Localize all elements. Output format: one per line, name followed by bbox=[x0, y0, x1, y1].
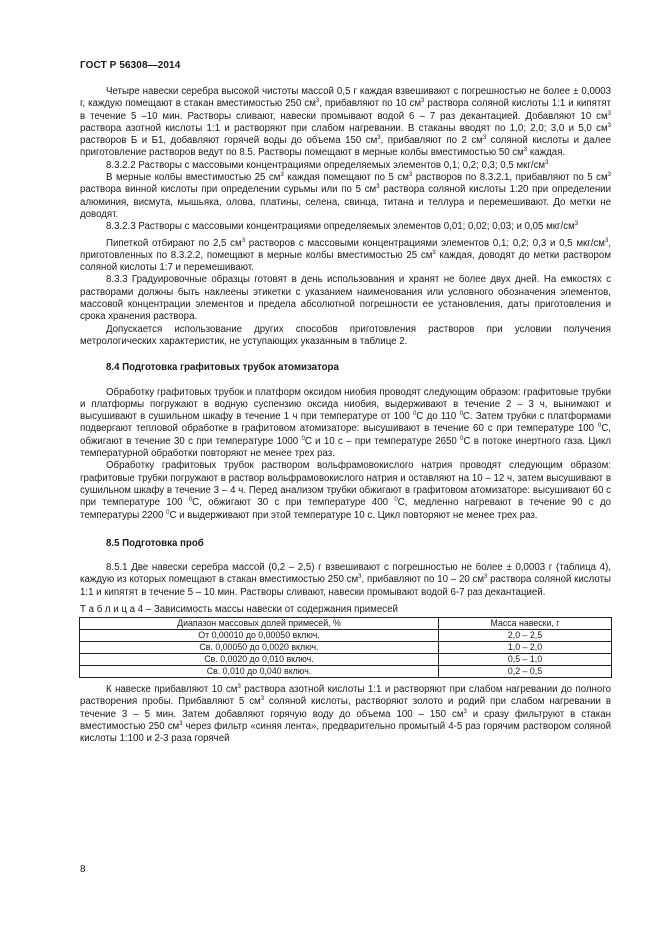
paragraph: Пипеткой отбирают по 2,5 $см^3$ растворов с массовыми концентрациями элементов 0,1; 0,2; 0,3 и 0,5 мкг/$см^3$, приготовленных по 8.3.2.2, помещают в мерные колбы вместимостью 25 $см^3$ каждая, доводят до метки раствором соляной кислоты 1:7 и перемешивают. bbox=[80, 237, 611, 274]
paragraph: 8.5.1 Две навески серебра массой (0,2 – 2,5) г взвешивают с погрешностью не более ± 0,0003 г (таблица 4), каждую из которых помещают в стакан вместимостью 250 $см^3$, прибавляют по 10 – 20 $см^3$ раствора соляной кислоты 1:1 и кипятят в течение 5 – 10 мин. Растворы сливают, навески промывают водой 6-7 раз декантацией. bbox=[80, 562, 611, 598]
table-4 bbox=[79, 617, 612, 678]
section-heading: 8.4 Подготовка графитовых трубок атомизатора bbox=[106, 362, 339, 374]
table-cell: Св. 0,0020 до 0,010 включ. bbox=[80, 653, 439, 665]
column-header: Масса навески, г bbox=[439, 617, 612, 629]
paragraph: В мерные колбы вместимостью 25 $см^3$ каждая помещают по 5 $см^3$ растворов по 8.3.2.1, прибавляют по 5 $см^3$ раствора винной кислоты при определении сурьмы или по 5 $см^3$ раствора соляной кислоты 1:20 при определении алюминия, висмута, мышьяка, олова, платины, селена, свинца, титана и теллура и перемешивают. До метки не доводят. bbox=[80, 172, 611, 220]
table-cell: Св. 0,010 до 0,040 включ. bbox=[80, 665, 439, 677]
table-cell: От 0,00010 до 0,00050 включ. bbox=[80, 629, 439, 641]
paragraph: Четыре навески серебра высокой чистоты массой 0,5 г каждая взвешивают с погрешностью не более ± 0,0003 г, каждую помещают в стакан вместимостью 250 $см^3$, прибавляют по 10 $см^3$ раствора соляной кислоты 1:1 и кипятят в течение 5 –10 мин. Растворы сливают, навески промывают водой 6 – 7 раз декантацией. Добавляют 10 $см^3$ раствора азотной кислоты 1:1 и растворяют при слабом нагревании. В стаканы вводят по 1,0; 2,0; 3,0 и 5,0 $см^3$ растворов Б и Б1, добавляют горячей воды до объема 150 $см^3$, прибавляют по 2 $см^3$ соляной кислоты и далее приготовление растворов ведут по 8.5. Растворы помещают в мерные колбы вместимостью 50 $см^3$ каждая. bbox=[80, 86, 611, 159]
page-number: 8 bbox=[80, 864, 86, 875]
paragraph: 8.3.3 Градуировочные образцы готовят в день использования и хранят не более двух дней. На емкостях с растворами должны быть наклеены этикетки с указанием наименования или условного обозначения элементов, массовой концентрации элементов и предела абсолютной погрешности ее установления, даты приготовления и срока хранения раствора. bbox=[80, 274, 611, 323]
section-heading: 8.5 Подготовка проб bbox=[106, 537, 204, 549]
table-row bbox=[80, 665, 612, 677]
paragraph: 8.3.2.3 Растворы с массовыми концентрациями определяемых элементов 0,01; 0,02; 0,03; и 0,05 мкг/$см^3$ bbox=[106, 221, 579, 233]
paragraph: Допускается использование других способов приготовления растворов при условии получения метрологических характеристик, не уступающих указанным в таблице 2. bbox=[80, 323, 611, 347]
table-row bbox=[80, 641, 612, 653]
paragraph: Обработку графитовых трубок и платформ оксидом ниобия проводят следующим образом: графитовые трубки и платформы погружают в водную суспензию оксида ниобия, выдерживают в течение 2 – 3 ч, вынимают и высушивают в сушильном шкафу в течение 1 ч при температуре от 100 $^0$С до 110 $^0$С. Затем трубки с платформами подвергают тепловой обработке в графитовом атомизаторе: высушивают в течение 60 с при температуре 100 $^0$С, обжигают в течение 30 с при температуре 1000 $^0$С и 10 с – при температуре 2650 $^0$С в потоке инертного газа. Цикл температурной обработки повторяют не менее трех раз. bbox=[80, 386, 612, 460]
paragraph: К навеске прибавляют 10 $см^3$ раствора азотной кислоты 1:1 и растворяют при слабом нагревании до полного растворения пробы. Прибавляют 5 $см^3$ соляной кислоты, растворяют золото и родий при слабом нагревании в течение 3 – 5 мин. Затем добавляют горячую воду до объема 100 – 150 $см^3$ и сразу фильтруют в стакан вместимостью 250 $см^3$ через фильтр «синяя лента», предварительно промытый 4-5 раз горячим раствором соляной кислоты 1:100 и 2-3 раза горячей bbox=[80, 683, 611, 745]
table-row bbox=[80, 653, 612, 665]
table-header-row bbox=[80, 617, 612, 629]
column-header: Диапазон массовых долей примесей, % bbox=[80, 617, 439, 629]
table-cell: Св. 0,00050 до 0,0020 включ. bbox=[80, 641, 439, 653]
table-cell: 1,0 – 2,0 bbox=[439, 641, 612, 653]
page-body bbox=[80, 86, 611, 745]
paragraph: Обработку графитовых трубок раствором вольфрамовокислого натрия проводят следующим образом: графитовые трубки погружают в раствор вольфрамовокислого натрия и оставляют на 10 – 12 ч, затем высушивают в сушильном шкафу в течение 3 – 4 ч. Перед анализом трубки обжигают в графитовом атомизаторе: высушивают 60 с при температуре 100 $^0$С, обжигают 30 с при температуре 400 $^0$С, медленно нагревают в течение 90 с до температуры 2200 $^0$С и выдерживают при этой температуре 10 с. Цикл повторяют не менее трех раз. bbox=[80, 460, 611, 521]
document-header: ГОСТ Р 56308—2014 bbox=[80, 60, 181, 71]
paragraph: 8.3.2.2 Растворы с массовыми концентрациями определяемых элементов 0,1; 0,2; 0,3; 0,5 мкг/$см^3$ bbox=[106, 159, 549, 171]
table-cell: 0,5 – 1,0 bbox=[439, 653, 612, 665]
table-caption: Т а б л и ц а 4 – Зависимость массы навески от содержания примесей bbox=[80, 603, 398, 615]
table-cell: 2,0 – 2,5 bbox=[439, 629, 612, 641]
table-cell: 0,2 – 0,5 bbox=[439, 665, 612, 677]
table-row bbox=[80, 629, 612, 641]
